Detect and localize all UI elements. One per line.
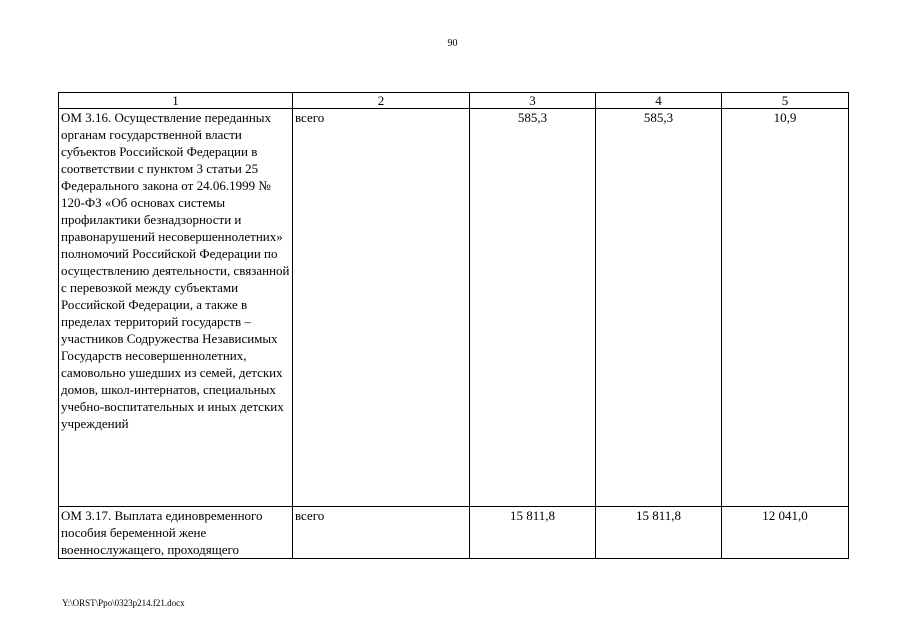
- row-value-col3: 15 811,8: [470, 507, 596, 559]
- header-row: [59, 93, 849, 109]
- budget-table: [58, 92, 849, 559]
- footer-file-path: Y:\ORST\Ppo\0323p214.f21.docx: [62, 598, 185, 608]
- column-header-4: 4: [596, 93, 722, 109]
- row-name-cell: ОМ 3.17. Выплата единовременного пособия беременной жене военнослужащего, проходящего: [59, 507, 293, 559]
- page-number: 90: [447, 38, 458, 49]
- column-header-5: 5: [722, 93, 849, 109]
- row-value-col3: 585,3: [470, 109, 596, 507]
- row-value-col5: 10,9: [722, 109, 849, 507]
- row-type-cell: всего: [293, 109, 470, 507]
- column-header-2: 2: [293, 93, 470, 109]
- row-value-col5: 12 041,0: [722, 507, 849, 559]
- table-row: [59, 507, 849, 559]
- row-type-cell: всего: [293, 507, 470, 559]
- column-header-1: 1: [59, 93, 293, 109]
- table-row: [59, 109, 849, 507]
- row-value-col4: 585,3: [596, 109, 722, 507]
- column-header-3: 3: [470, 93, 596, 109]
- row-value-col4: 15 811,8: [596, 507, 722, 559]
- row-name-cell: ОМ 3.16. Осуществление переданных органам государственной власти субъектов Российской Федерации в соответствии с пунктом 3 статьи 25 Федерального закона от 24.06.1999 № 120-ФЗ «Об основах системы профилактики безнадзорности и правонарушений несовершеннолетних» полномочий Российской Федерации по осуществлению деятельности, связанной с перевозкой между субъектами Российской Федерации, а также в пределах территорий государств – участников Содружества Независимых Государств несовершеннолетних, самовольно ушедших из семей, детских домов, школ-интернатов, специальных учебно-воспитательных и иных детских учреждений: [59, 109, 293, 507]
